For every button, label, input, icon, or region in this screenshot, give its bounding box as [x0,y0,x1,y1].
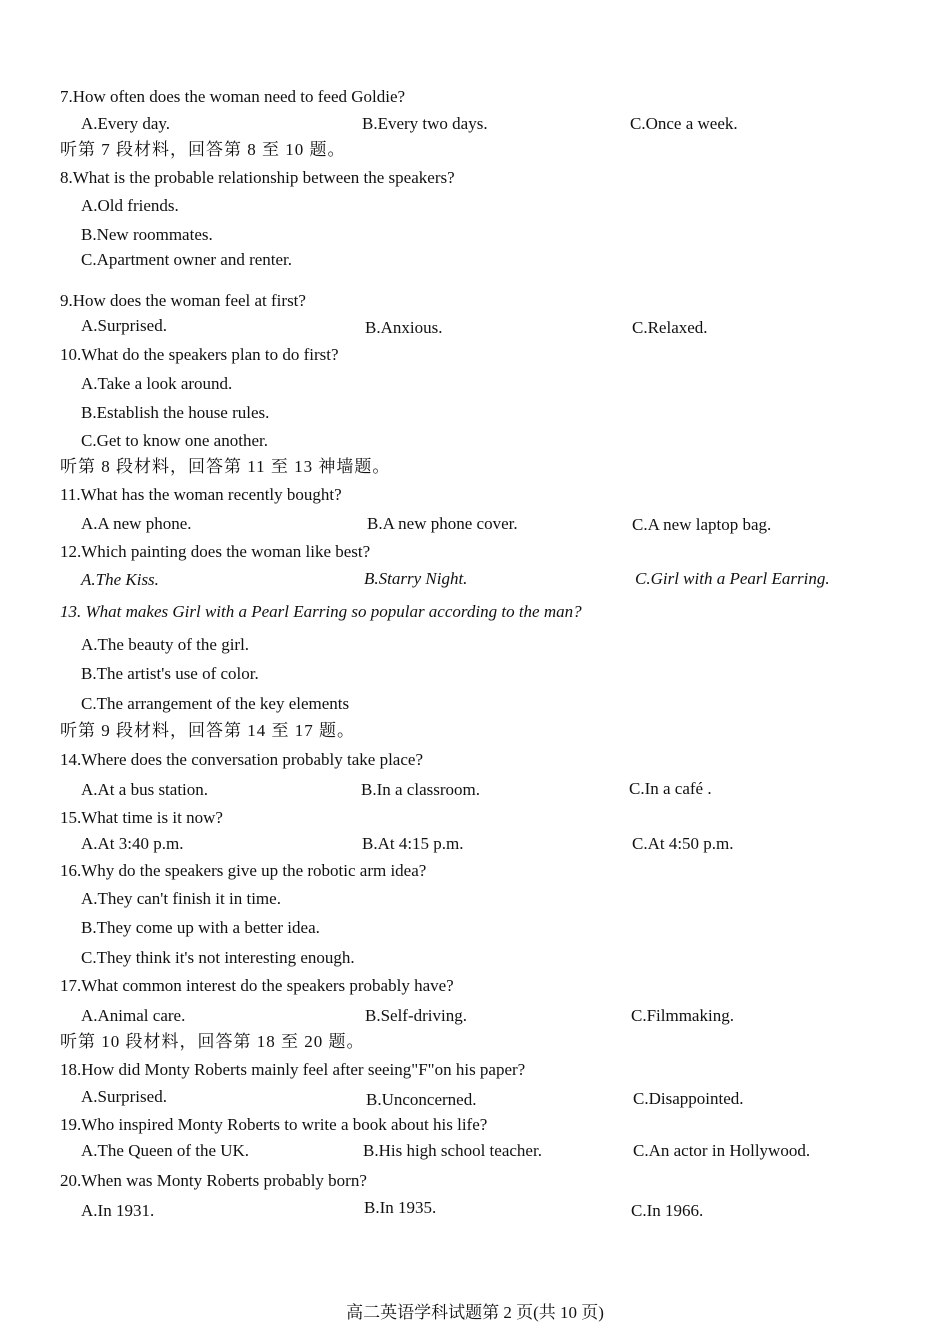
question-11-stem: 11.What has the woman recently bought? [60,485,342,504]
question-8-stem: 8.What is the probable relationship between the speakers? [60,168,455,187]
section-10-instruction: 听第 10 段材料，回答第 18 至 20 题。 [60,1032,365,1051]
question-10-option-b: B.Establish the house rules. [81,403,270,422]
question-7-stem: 7.How often does the woman need to feed Goldie? [60,87,406,106]
question-9-option-b: B.Anxious. [365,318,443,337]
question-13-option-c: C.The arrangement of the key elements [81,694,350,713]
question-18-option-a: A.Surprised. [81,1087,167,1106]
question-9-stem: 9.How does the woman feel at first? [60,291,306,310]
question-17-option-c: C.Filmmaking. [631,1006,734,1025]
question-13-option-b: B.The artist's use of color. [81,664,259,683]
question-20-option-b: B.In 1935. [364,1198,437,1217]
question-20-stem: 20.When was Monty Roberts probably born? [60,1171,367,1190]
question-14-stem: 14.Where does the conversation probably take place? [60,750,423,769]
question-14-option-a: A.At a bus station. [81,780,209,799]
question-19-option-c: C.An actor in Hollywood. [633,1141,811,1160]
question-16-stem: 16.Why do the speakers give up the robotic arm idea? [60,861,427,880]
question-7-option-b: B.Every two days. [362,114,488,133]
question-17-option-b: B.Self-driving. [365,1006,467,1025]
question-11-option-b: B.A new phone cover. [367,514,518,533]
question-8-option-c: C.Apartment owner and renter. [81,250,293,269]
question-13-stem: 13. What makes Girl with a Pearl Earring so popular according to the man? [60,602,582,621]
question-9-option-c: C.Relaxed. [632,318,708,337]
section-9-instruction: 听第 9 段材料，回答第 14 至 17 题。 [60,721,355,740]
question-8-option-a: A.Old friends. [81,196,179,215]
question-16-option-b: B.They come up with a better idea. [81,918,320,937]
question-16-option-c: C.They think it's not interesting enough. [81,948,355,967]
question-10-option-a: A.Take a look around. [81,374,233,393]
question-18-option-c: C.Disappointed. [633,1089,744,1108]
page-footer: 高二英语学科试题第 2 页(共 10 页) [346,1303,604,1322]
question-12-stem: 12.Which painting does the woman like best? [60,542,371,561]
section-7-instruction: 听第 7 段材料，回答第 8 至 10 题。 [60,140,346,159]
section-8-instruction: 听第 8 段材料，回答第 11 至 13 神墙题。 [60,457,391,476]
question-19-option-a: A.The Queen of the UK. [81,1141,250,1160]
question-20-option-a: A.In 1931. [81,1201,155,1220]
question-12-option-a: A.The Kiss. [81,570,159,589]
question-19-option-b: B.His high school teacher. [363,1141,542,1160]
question-13-option-a: A.The beauty of the girl. [81,635,250,654]
question-14-option-b: B.In a classroom. [361,780,480,799]
question-11-option-c: C.A new laptop bag. [632,515,772,534]
question-15-option-c: C.At 4:50 p.m. [632,834,734,853]
question-8-option-b: B.New roommates. [81,225,213,244]
question-7-option-c: C.Once a week. [630,114,738,133]
question-16-option-a: A.They can't finish it in time. [81,889,281,908]
question-10-stem: 10.What do the speakers plan to do first? [60,345,339,364]
question-18-stem: 18.How did Monty Roberts mainly feel after seeing"F"on his paper? [60,1060,526,1079]
question-19-stem: 19.Who inspired Monty Roberts to write a book about his life? [60,1115,488,1134]
question-18-option-b: B.Unconcerned. [366,1090,477,1109]
question-12-option-b: B.Starry Night. [364,569,468,588]
question-15-stem: 15.What time is it now? [60,808,223,827]
question-7-option-a: A.Every day. [81,114,171,133]
question-14-option-c: C.In a café . [629,779,712,798]
question-17-stem: 17.What common interest do the speakers probably have? [60,976,454,995]
question-9-option-a: A.Surprised. [81,316,167,335]
question-10-option-c: C.Get to know one another. [81,431,268,450]
question-11-option-a: A.A new phone. [81,514,192,533]
question-12-option-c: C.Girl with a Pearl Earring. [635,569,830,588]
question-15-option-a: A.At 3:40 p.m. [81,834,184,853]
question-15-option-b: B.At 4:15 p.m. [362,834,464,853]
question-17-option-a: A.Animal care. [81,1006,186,1025]
question-20-option-c: C.In 1966. [631,1201,704,1220]
